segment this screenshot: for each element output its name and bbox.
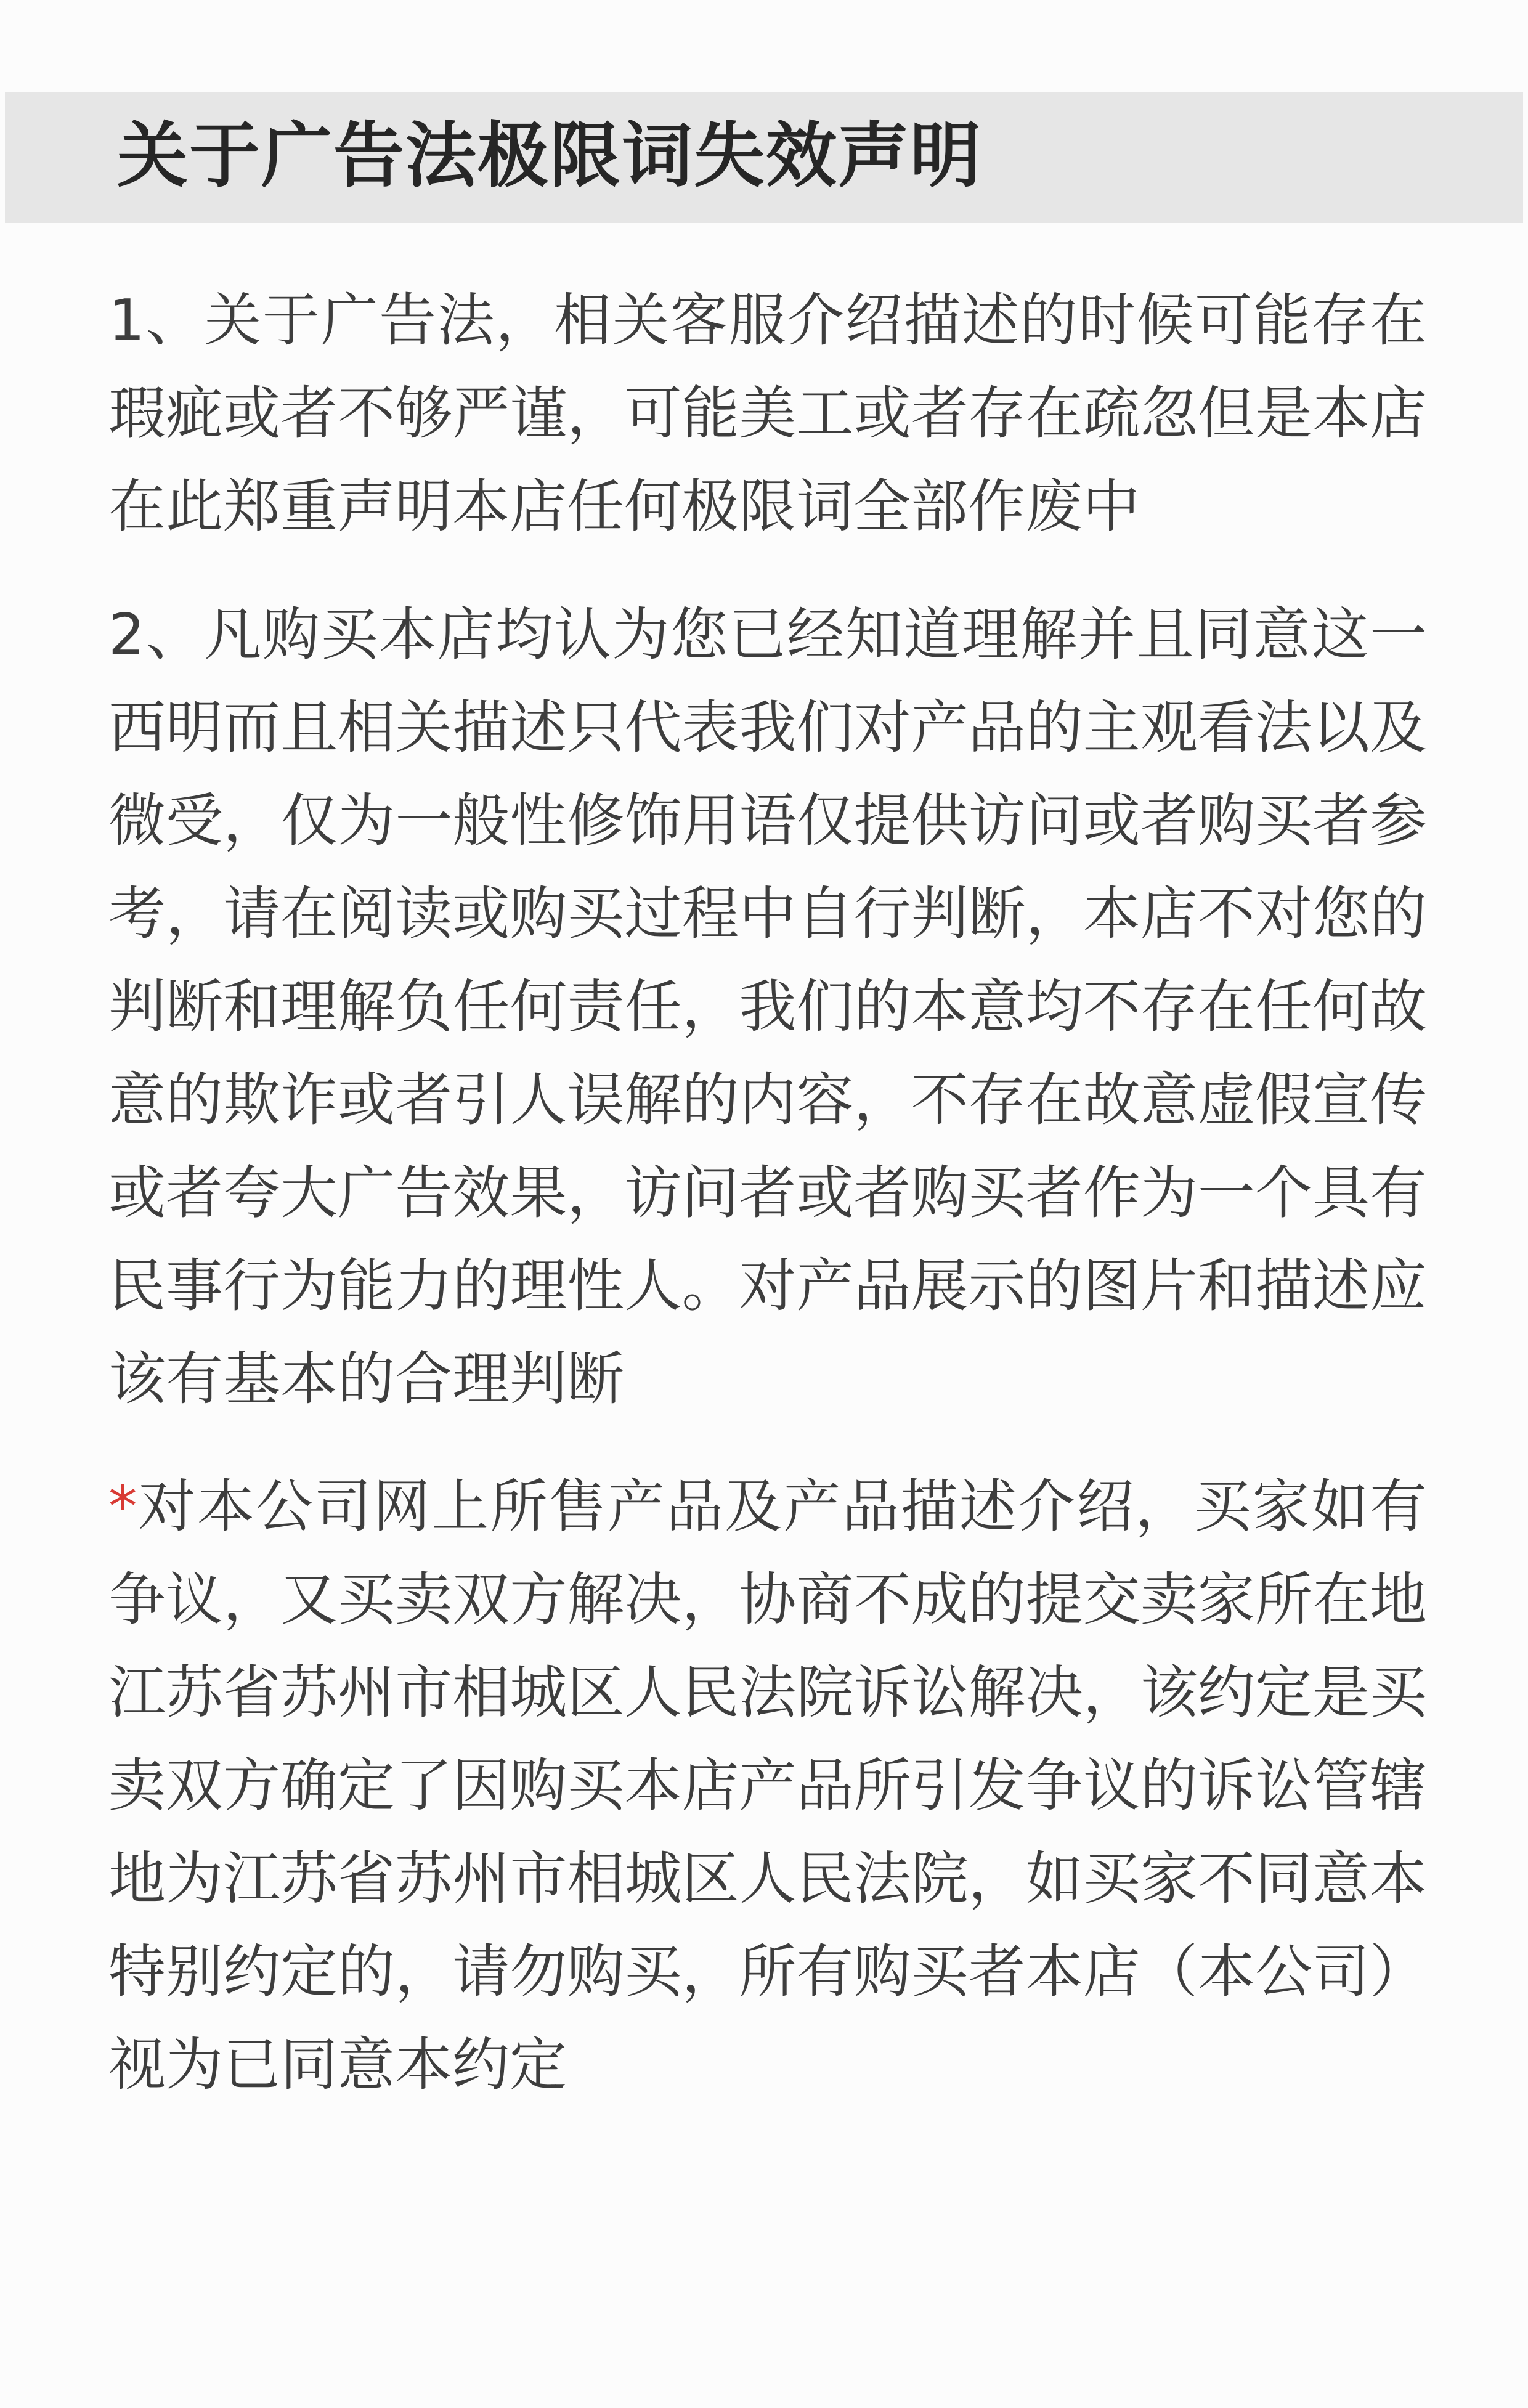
page-title: 关于广告法极限词失效声明 [117,115,983,197]
asterisk-marker: * [108,1473,137,1540]
statement-paragraph-2: 2、凡购买本店均认为您已经知道理解并且同意这一西明而且相关描述只代表我们对产品的主观看法以及微受，仅为一般性修饰用语仅提供访问或者购买者参考，请在阅读或购买过程中自行判断，本店不对您的判断和理解负任何责任，我们的本意均不存在任何故意的欺诈或者引人误解的内容，不存在故意虚假宣传或者夸大广告效果，访问者或者购买者作为一个具有民事行为能力的理性人。对产品展示的图片和描述应该有基本的合理判断 [108,601,1427,1412]
title-band [5,92,1523,223]
statement-paragraph-3-text: 对本公司网上所售产品及产品描述介绍，买家如有争议，又买卖双方解决，协商不成的提交卖家所在地江苏省苏州市相城区人民法院诉讼解决，该约定是买卖双方确定了因购买本店产品所引发争议的诉讼管辖地为江苏省苏州市相城区人民法院，如买家不同意本特别约定的，请勿购买，所有购买者本店（本公司）视为已同意本约定 [108,1473,1427,2098]
statement-paragraph-3 [108,1460,1427,2112]
statement-paragraph-1: 1、关于广告法，相关客服介绍描述的时候可能存在瑕疵或者不够严谨，可能美工或者存在疏忽但是本店在此郑重声明本店任何极限词全部作废中 [108,287,1427,540]
